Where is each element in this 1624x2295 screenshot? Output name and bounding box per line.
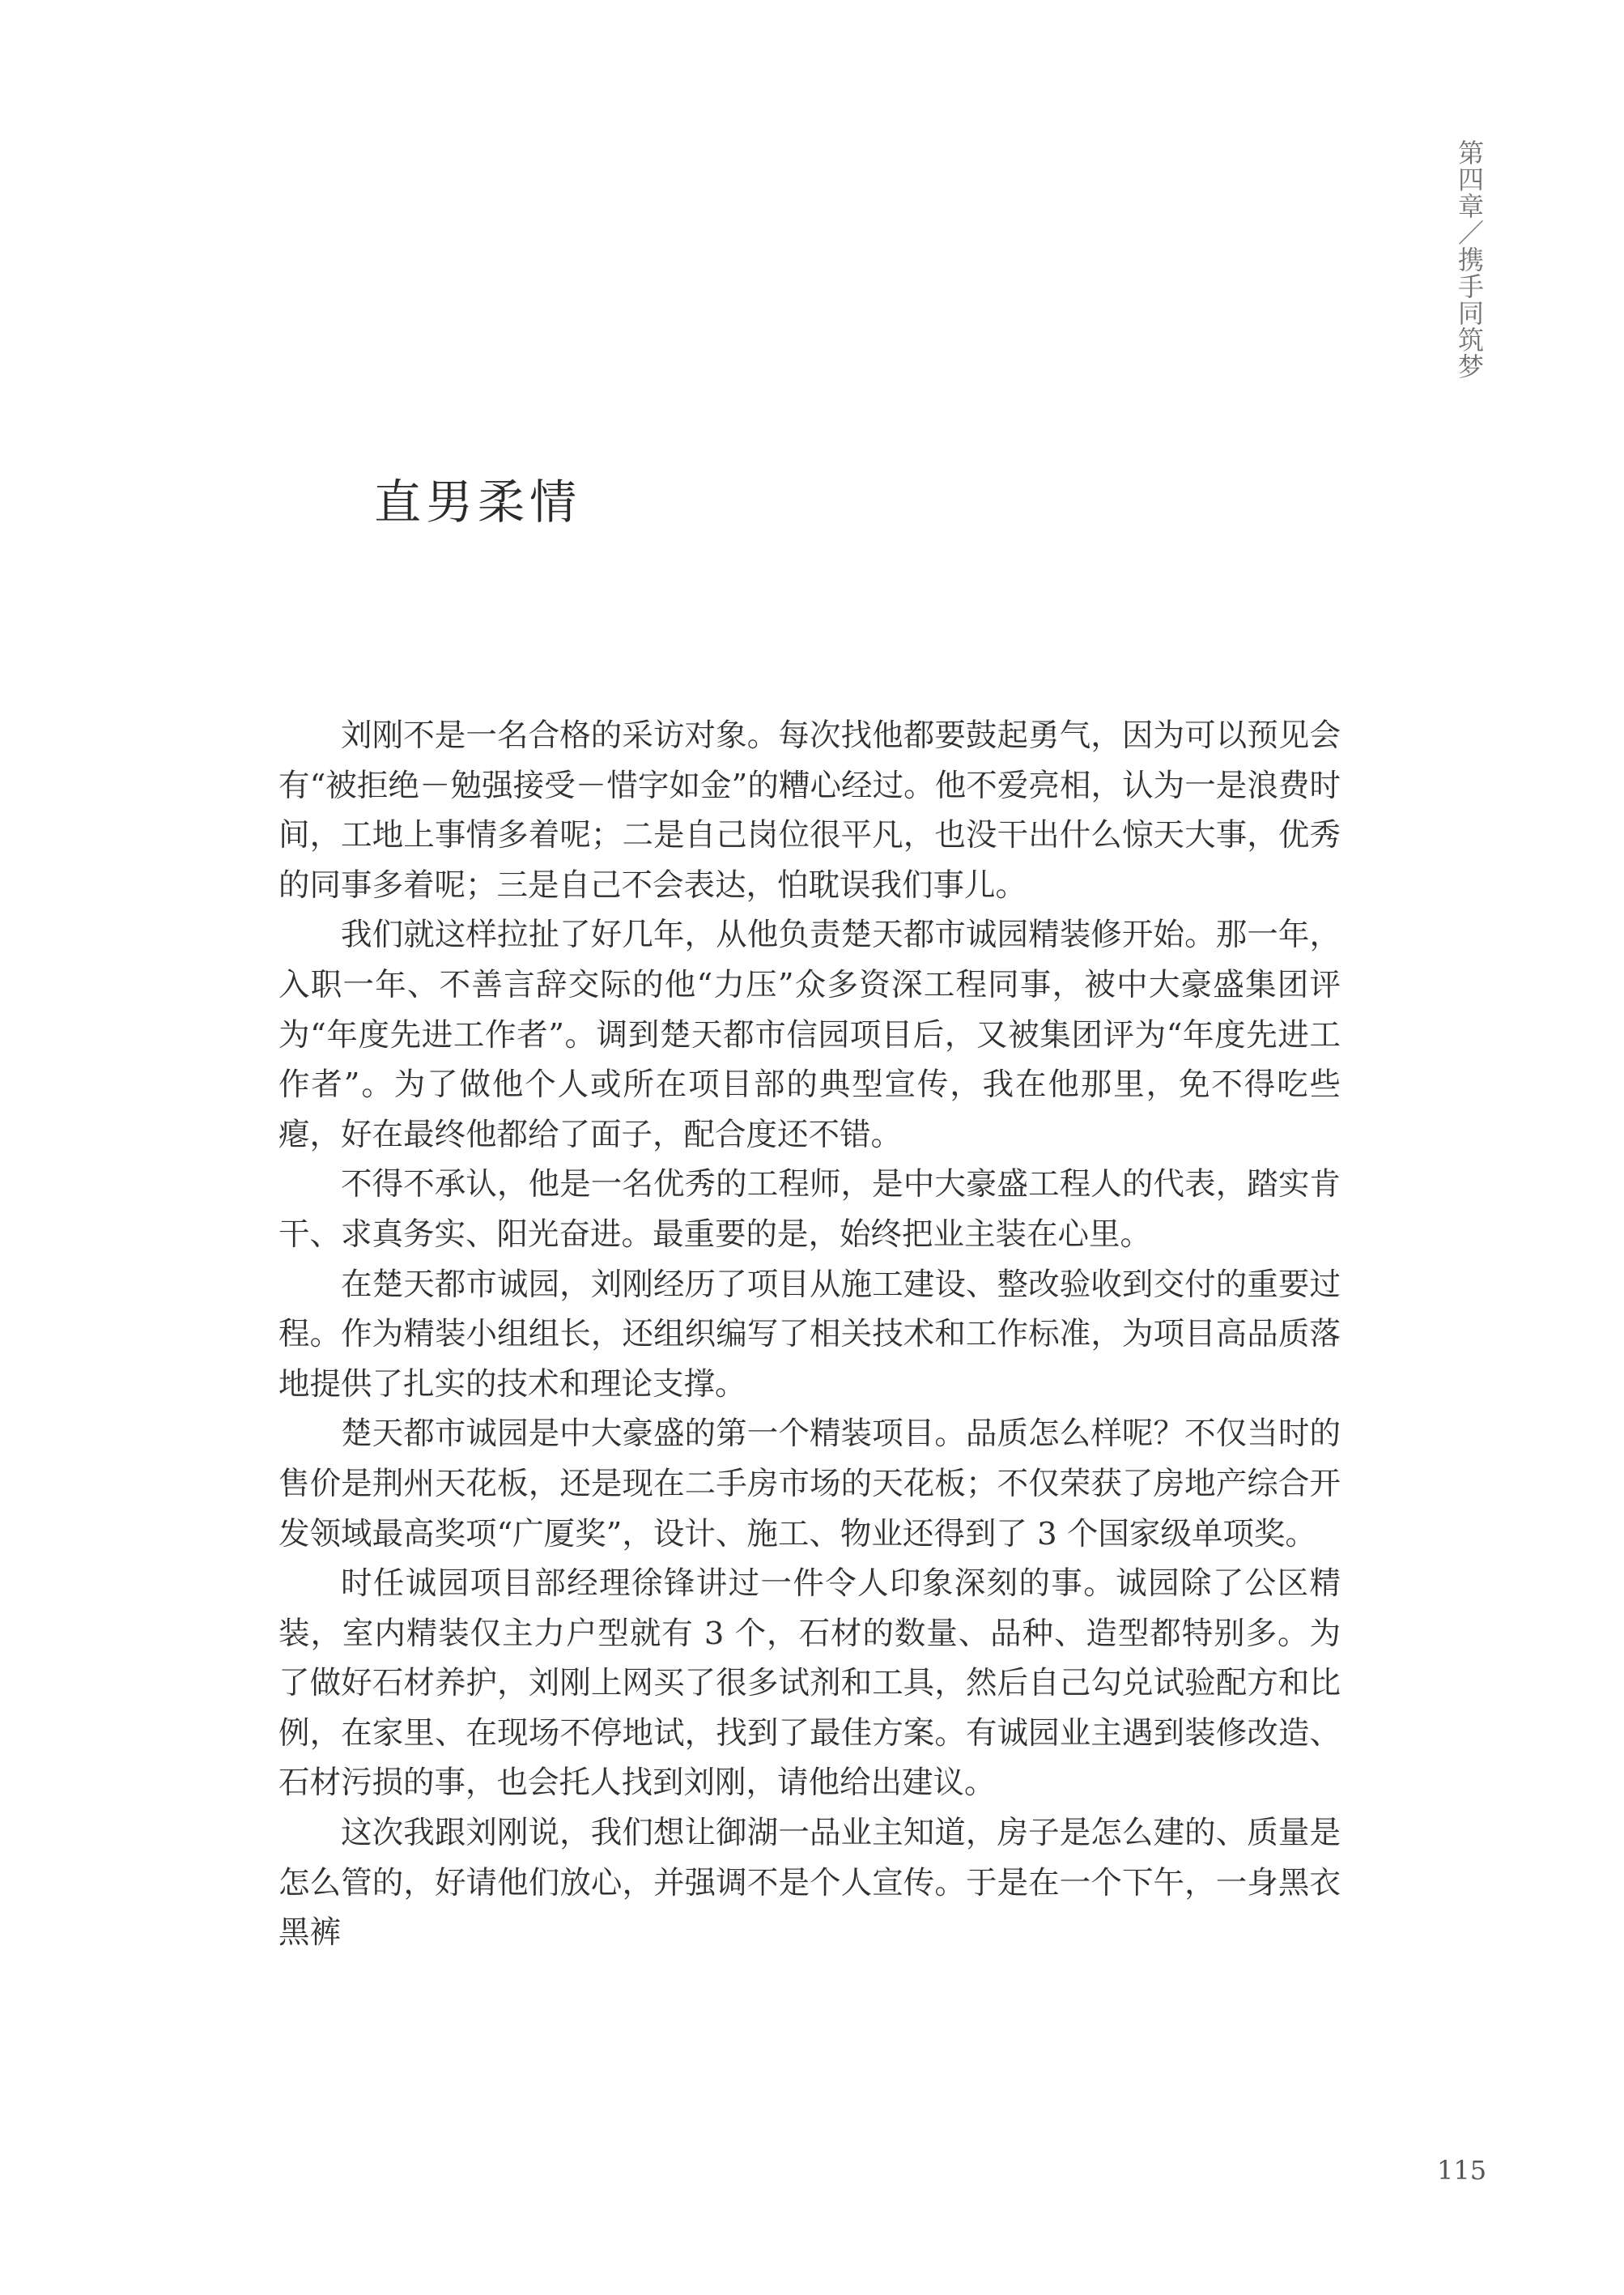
paragraph: 刘刚不是一名合格的采访对象。每次找他都要鼓起勇气，因为可以预见会有“被拒绝－勉强接受－惜字如金”的糟心经过。他不爱亮相，认为一是浪费时间，工地上事情多着呢；二是自己岗位很平凡，也没干出什么惊天大事，优秀的同事多着呢；三是自己不会表达，怕耽误我们事儿。 (278, 717, 1341, 904)
paragraph: 时任诚园项目部经理徐锋讲过一件令人印象深刻的事。诚园除了公区精装，室内精装仅主力户型就有 3 个，石材的数量、品种、造型都特别多。为了做好石材养护，刘刚上网买了很多试剂和工具，然后自己勾兑试验配方和比例，在家里、在现场不停地试，找到了最佳方案。有诚园业主遇到装修改造、石材污损的事，也会托人找到刘刚，请他给出建议。 (278, 1565, 1341, 1802)
article-body (278, 711, 1341, 1958)
page-number: 115 (1437, 2155, 1487, 2186)
paragraph: 在楚天都市诚园，刘刚经历了项目从施工建设、整改验收到交付的重要过程。作为精装小组组长，还组织编写了相关技术和工作标准，为项目高品质落地提供了扎实的技术和理论支撑。 (278, 1266, 1341, 1403)
paragraph: 这次我跟刘刚说，我们想让御湖一品业主知道，房子是怎么建的、质量是怎么管的，好请他们放心，并强调不是个人宣传。于是在一个下午，一身黑衣黑裤 (278, 1815, 1341, 1952)
article-title: 直男柔情 (374, 475, 582, 530)
paragraph: 我们就这样拉扯了好几年，从他负责楚天都市诚园精装修开始。那一年，入职一年、不善言辞交际的他“力压”众多资深工程同事，被中大豪盛集团评为“年度先进工作者”。调到楚天都市信园项目后，又被集团评为“年度先进工作者”。为了做他个人或所在项目部的典型宣传，我在他那里，免不得吃些瘪，好在最终他都给了面子，配合度还不错。 (278, 917, 1341, 1153)
paragraph: 不得不承认，他是一名优秀的工程师，是中大豪盛工程人的代表，踏实肯干、求真务实、阳光奋进。最重要的是，始终把业主装在心里。 (278, 1166, 1341, 1253)
paragraph: 楚天都市诚园是中大豪盛的第一个精装项目。品质怎么样呢？不仅当时的售价是荆州天花板，还是现在二手房市场的天花板；不仅荣获了房地产综合开发领域最高奖项“广厦奖”，设计、施工、物业还得到了 3 个国家级单项奖。 (278, 1416, 1341, 1552)
running-header-chapter: 第四章／携手同筑梦 (1454, 139, 1485, 380)
